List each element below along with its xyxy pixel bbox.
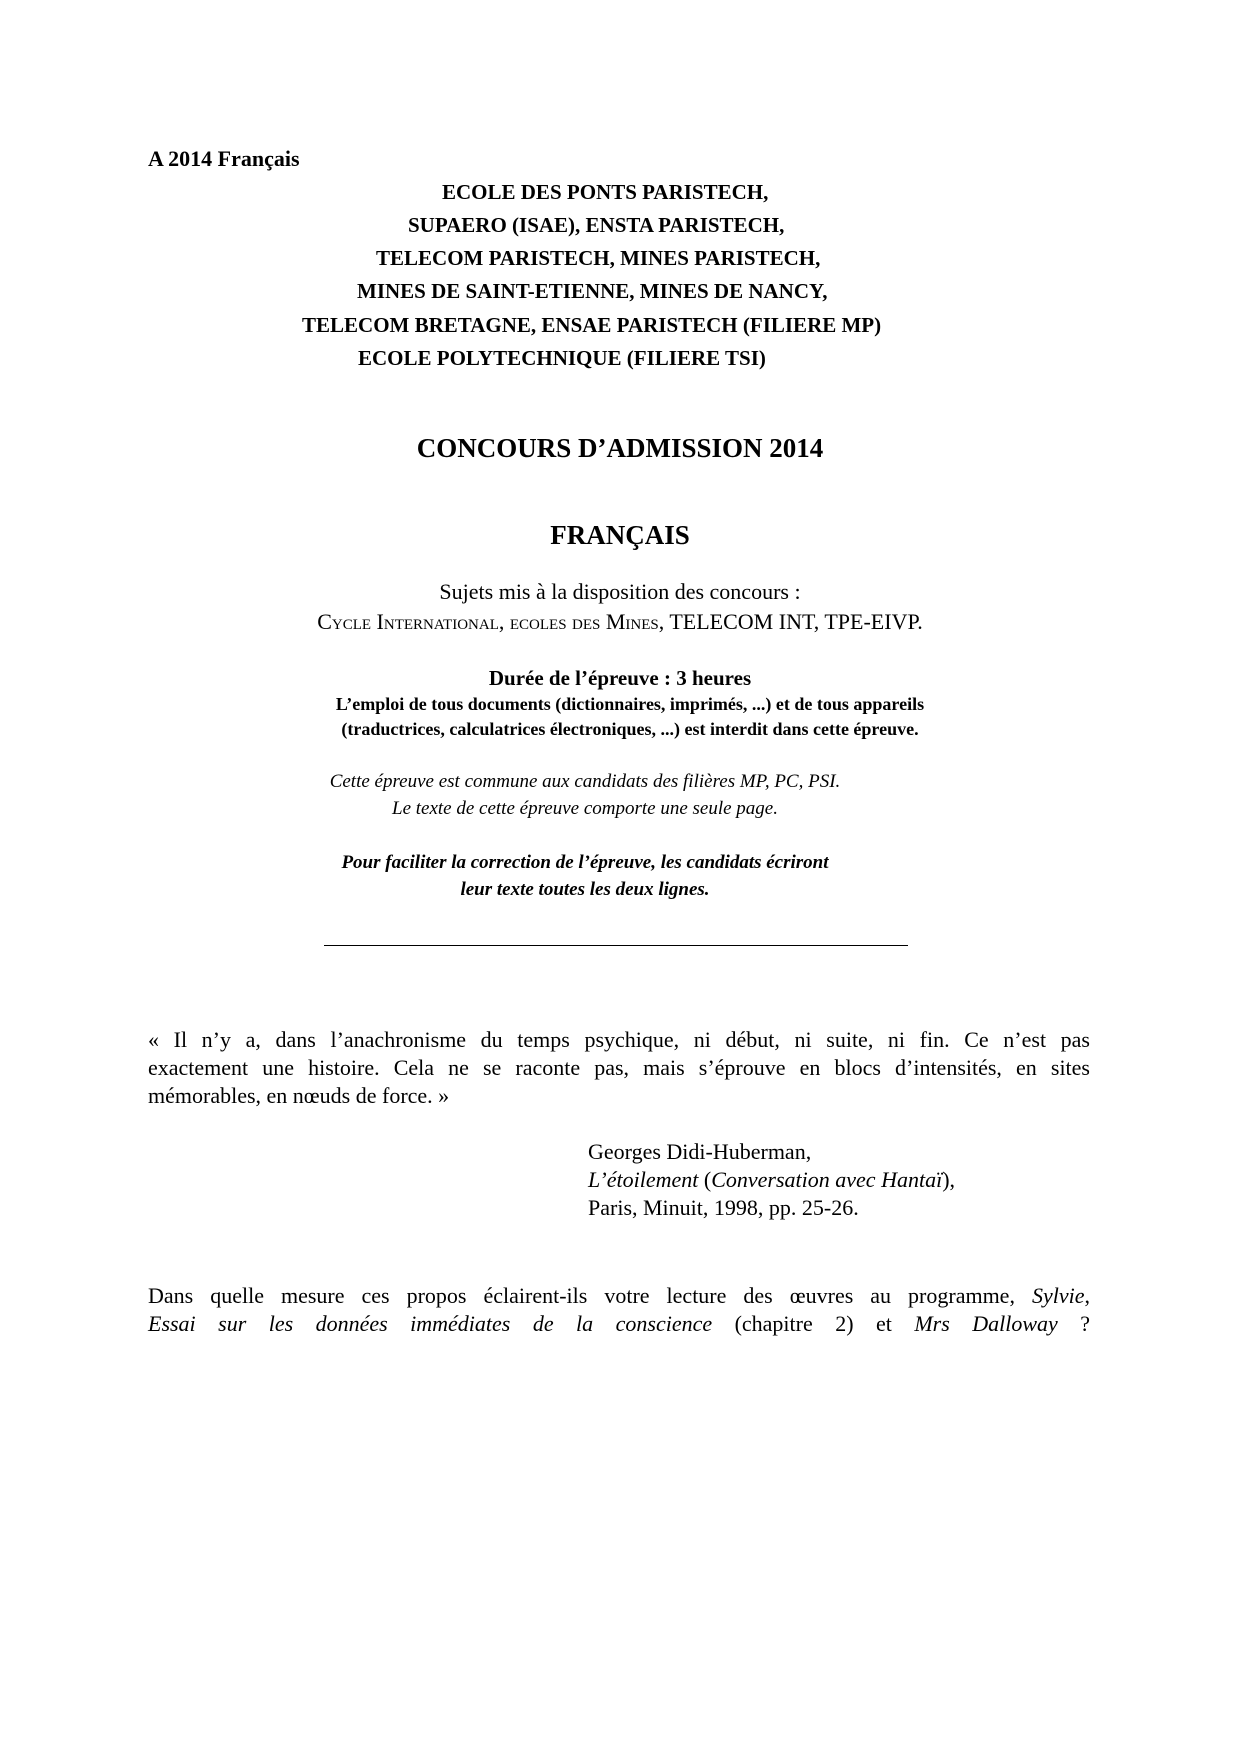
school-line-6: ECOLE POLYTECHNIQUE (FILIERE TSI): [358, 346, 766, 370]
citation-title-line: [588, 1166, 955, 1194]
exam-duration: Durée de l’épreuve : 3 heures: [488, 666, 752, 690]
quote-line-1: « Il n’y a, dans l’anachronisme du temps psychique, ni début, ni suite, ni fin. Ce n’est pas: [148, 1027, 1090, 1052]
subjects-intro: Sujets mis à la disposition des concours :: [439, 579, 801, 604]
school-line-4: MINES DE SAINT-ETIENNE, MINES DE NANCY,: [357, 279, 828, 303]
citation-publication: Paris, Minuit, 1998, pp. 25-26.: [588, 1195, 859, 1220]
citation-author: Georges Didi-Huberman,: [588, 1139, 812, 1164]
question-work-dalloway: Mrs Dalloway: [914, 1311, 1058, 1336]
quote-line-3: mémorables, en nœuds de force. »: [148, 1083, 450, 1108]
page-count-note: Le texte de cette épreuve comporte une seule page.: [392, 798, 778, 819]
document-code: A 2014 Français: [148, 146, 300, 171]
school-line-1: ECOLE DES PONTS PARISTECH,: [442, 180, 769, 204]
common-exam-note: Cette épreuve est commune aux candidats des filières MP, PC, PSI.: [329, 771, 841, 792]
question-comma: ,: [1084, 1283, 1090, 1308]
concours-title: CONCOURS D’ADMISSION 2014: [416, 433, 824, 463]
subject-title: FRANÇAIS: [550, 520, 690, 550]
question-block: [148, 1282, 1090, 1338]
citation-title-open: (: [698, 1167, 712, 1192]
citation-subtitle: Conversation avec Hantaï: [711, 1167, 943, 1192]
question-work-sylvie: Sylvie: [1031, 1283, 1085, 1308]
question-line-2: [148, 1310, 1090, 1338]
citation-block: [588, 1138, 955, 1222]
subjects-list: [0, 609, 1240, 635]
quote-block: [148, 1026, 1090, 1110]
citation-title-close: ),: [942, 1167, 956, 1192]
rules-line-1: L’emploi de tous documents (dictionnaires, imprimés, ...) et de tous appareils: [335, 694, 925, 714]
question-text-2: (chapitre 2) et: [712, 1311, 915, 1336]
question-line-1: [148, 1282, 1090, 1310]
school-line-3: TELECOM PARISTECH, MINES PARISTECH,: [376, 246, 821, 270]
rules-line-2: (traductrices, calculatrices électroniques, ...) est interdit dans cette épreuve.: [341, 719, 919, 739]
question-text-1: Dans quelle mesure ces propos éclairent-ils votre lecture des œuvres au programme,: [148, 1283, 1032, 1308]
separator-line: [324, 945, 908, 946]
question-end: ?: [1057, 1311, 1091, 1336]
subjects-list-rest: , TELECOM INT, TPE-EIVP.: [658, 609, 923, 634]
school-line-2: SUPAERO (ISAE), ENSTA PARISTECH,: [408, 213, 785, 237]
subjects-list-smallcaps: Cycle International, ecoles des Mines: [317, 609, 659, 634]
question-work-essai: Essai sur les données immédiates de la conscience: [148, 1311, 713, 1336]
citation-title: L’étoilement: [588, 1167, 699, 1192]
school-line-5: TELECOM BRETAGNE, ENSAE PARISTECH (FILIERE MP): [302, 313, 882, 337]
instruction-line-1: Pour faciliter la correction de l’épreuve, les candidats écriront: [341, 852, 829, 873]
quote-line-2: exactement une histoire. Cela ne se raconte pas, mais s’éprouve en blocs d’intensités, en sites: [148, 1055, 1090, 1080]
instruction-line-2: leur texte toutes les deux lignes.: [460, 879, 710, 900]
